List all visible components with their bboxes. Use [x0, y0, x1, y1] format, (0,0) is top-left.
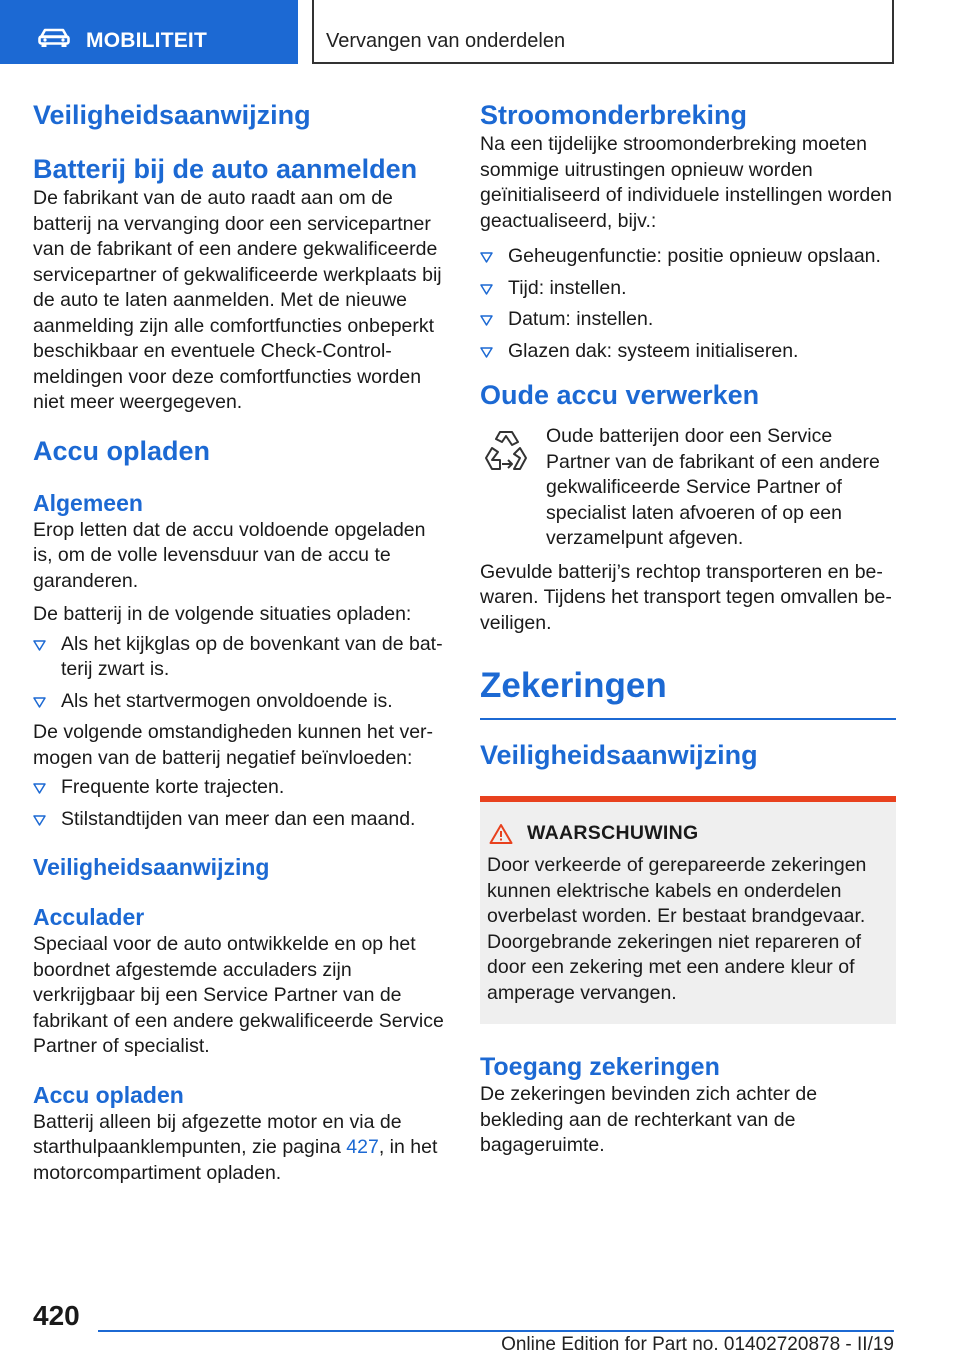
paragraph-general-1: Erop letten dat de accu voldoende opgeladen is, om de volle levensduur van de accu te garanderen.	[33, 518, 426, 592]
heading-charger: Acculader	[33, 904, 145, 930]
paragraph-general-3: De volgende omstandigheden kunnen het vermogen van de batterij negatief beïnvloeden:	[33, 721, 434, 769]
heading-safety-3: Veiligheidsaanwijzing	[480, 740, 758, 770]
paragraph-charge-2: Batterij alleen bij afgezette motor en via de starthulpaanklempunten, zie pagina 427, in het motorcompartiment opladen.	[33, 1110, 438, 1184]
chapter-title: Vervangen van onderdelen	[326, 30, 566, 52]
list-item: Stilstandtijden van meer dan een maand.	[33, 807, 449, 833]
section-tab[interactable]	[0, 0, 298, 64]
heading-register-battery: Batterij bij de auto aanmelden	[33, 154, 418, 184]
recycle-notice	[480, 424, 896, 552]
list-item: Geheugenfunctie: positie opnieuw opslaan.	[480, 244, 896, 270]
paragraph-power: Na een tijdelijke stroomonderbreking moeten sommige uitrustingen opnieuw worden geïnitialiseerd of individuele instellingen worden geactualiseerd, bijv.:	[480, 133, 892, 232]
heading-dispose-battery: Oude accu verwerken	[480, 380, 760, 410]
heading-safety-2: Veiligheidsaanwijzing	[33, 854, 270, 880]
heading-safety: Veiligheidsaanwijzing	[33, 100, 311, 130]
triangle-bullet-icon	[480, 252, 493, 263]
list-item: Tijd: instellen.	[480, 276, 896, 302]
paragraph-general-2: De batterij in de volgende situaties opladen:	[33, 603, 412, 625]
list-item: Als het kijkglas op de bovenkant van de batterij zwart is.	[33, 632, 449, 683]
paragraph-dispose-1: Oude batterijen door een Service Partner van de fabrikant of een andere gekwalificeerde Service Partner of specialist laten afvoeren of op een verzamelpunt afgeven.	[546, 425, 880, 549]
triangle-bullet-icon	[33, 783, 46, 794]
footer-divider	[98, 1330, 894, 1332]
negative-factors-list	[33, 775, 449, 832]
charge-situations-list	[33, 632, 449, 715]
heading-general: Algemeen	[33, 489, 143, 516]
heading-fuses: Zekeringen	[480, 664, 896, 720]
triangle-bullet-icon	[33, 815, 46, 826]
paragraph-access: De zekeringen bevinden zich achter de bekleding aan de rechterkant van de bagageruimte.	[480, 1083, 818, 1156]
list-item: Glazen dak: systeem initialiseren.	[480, 339, 896, 365]
chapter-header	[312, 0, 894, 64]
warning-text: Door verkeerde of gerepareerde zekeringen kunnen elektrische kabels en onderdelen overbelast worden. Er bestaat brandgevaar. Doorgebrande zekeringen niet repareren of door een zekering met een andere kleur of amperage vervangen.	[487, 854, 867, 1004]
paragraph-charger: Speciaal voor de auto ontwikkelde en op het boordnet afgestemde acculaders zijn verkrijgbaar bij een Service Partner van de fabrikant of een andere gekwalificeerde Service Partner of specialist.	[33, 933, 444, 1057]
recycle-icon	[480, 426, 532, 478]
warning-title: WAARSCHUWING	[487, 822, 888, 845]
edition-label: Online Edition for Part no. 01402720878 - II/19	[501, 1334, 894, 1355]
car-icon	[38, 28, 70, 48]
right-column	[480, 98, 896, 1159]
list-item: Datum: instellen.	[480, 307, 896, 333]
paragraph-register: De fabrikant van de auto raadt aan om de batterij na vervanging door een servicepartner van de fabrikant of een andere gekwalificeerde servicepartner of gekwalificeerde werkplaats bij de auto te laten aanmelden. Met de nieuwe aanmelding zijn alle comfortfuncties onbeperkt beschikbaar en eventuele Check-Control-meldingen voor deze comfortfuncties worden niet meer weergegeven.	[33, 187, 442, 413]
triangle-bullet-icon	[33, 640, 46, 651]
list-item: Frequente korte trajecten.	[33, 775, 449, 801]
page-link[interactable]: 427	[346, 1136, 379, 1158]
heading-charge-battery: Accu opladen	[33, 435, 211, 466]
section-label: MOBILITEIT	[86, 29, 207, 52]
list-item: Als het startvermogen onvoldoende is.	[33, 689, 449, 715]
warning-triangle-icon	[489, 823, 513, 845]
heading-charge-battery-2: Accu opladen	[33, 1081, 184, 1108]
paragraph-dispose-2: Gevulde batterij’s rechtop transporteren en bewaren. Tijdens het transport tegen omvallen beveiligen.	[480, 560, 892, 634]
reinit-list	[480, 244, 896, 364]
heading-power-interruption: Stroomonderbreking	[480, 100, 748, 130]
heading-fuse-access: Toegang zekeringen	[480, 1053, 720, 1081]
triangle-bullet-icon	[480, 347, 493, 358]
triangle-bullet-icon	[480, 284, 493, 295]
triangle-bullet-icon	[480, 315, 493, 326]
warning-box	[480, 796, 896, 1024]
triangle-bullet-icon	[33, 697, 46, 708]
page-number: 420	[33, 1300, 80, 1331]
left-column	[33, 98, 449, 1186]
